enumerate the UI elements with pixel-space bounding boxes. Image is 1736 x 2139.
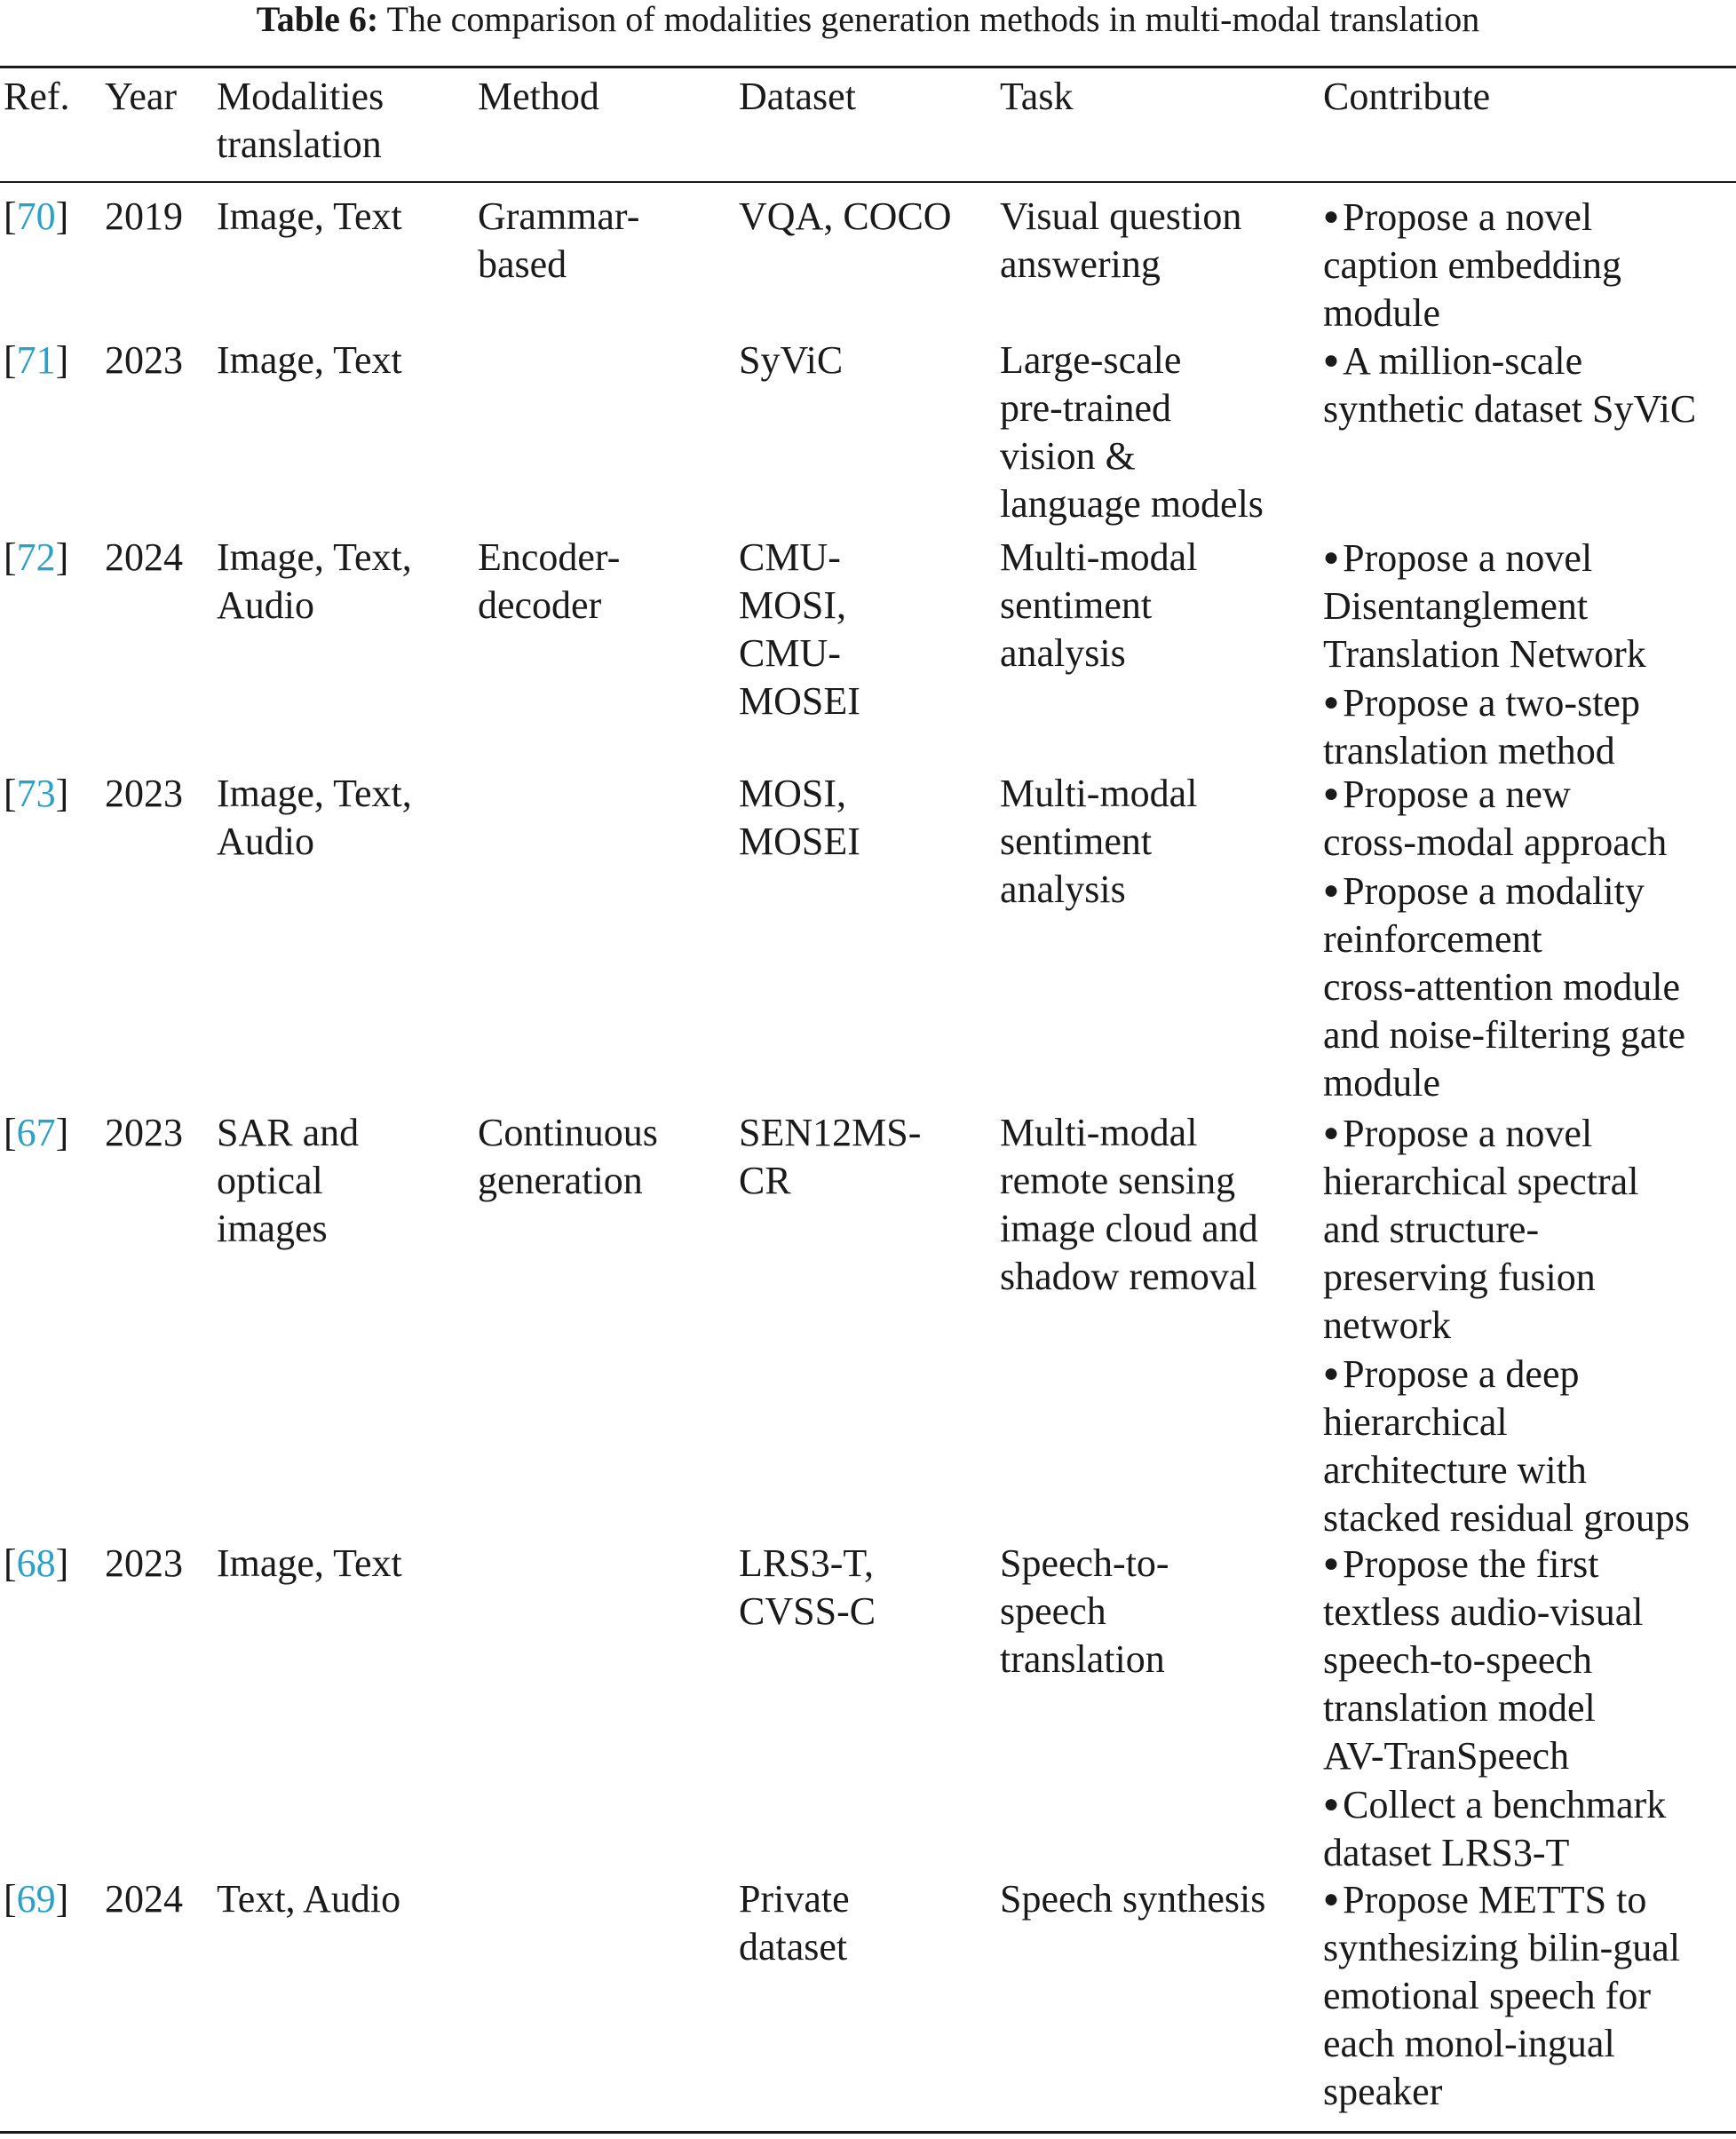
modalities-line: Image, Text,: [217, 772, 412, 815]
task-line: analysis: [1000, 867, 1126, 911]
dataset-line: VQA, COCO: [739, 194, 952, 238]
caption-text: The comparison of modalities generation methods in multi-modal translation: [386, 0, 1480, 39]
contribution-line: [1323, 1206, 1736, 1254]
contribution-text: Propose a two-step: [1343, 681, 1640, 725]
contribution-line: [1323, 1158, 1736, 1206]
contribution-text: cross-attention module: [1323, 965, 1681, 1009]
dataset-cell: [739, 770, 996, 866]
contribution-line: [1323, 1302, 1736, 1350]
contribution-text: and structure-: [1323, 1208, 1540, 1251]
contribution-text: cross-modal approach: [1323, 820, 1668, 864]
table-caption: [0, 0, 1736, 39]
modalities-cell: [217, 1875, 465, 1923]
contribution-line: [1323, 678, 1736, 727]
task-line: Large-scale: [1000, 338, 1182, 382]
modalities-line: optical: [217, 1159, 323, 1202]
contribute-cell: [1323, 337, 1736, 433]
contribution-line: [1323, 1829, 1736, 1877]
task-cell: [1000, 1109, 1302, 1301]
year-cell: 2023: [105, 1541, 183, 1585]
bullet-icon: ●: [1323, 1549, 1340, 1578]
bullet-icon: ●: [1323, 1884, 1340, 1913]
contribution-line: [1323, 1972, 1736, 2020]
contribution-text: Propose a novel: [1343, 195, 1593, 239]
header-modalities-line: translation: [217, 123, 382, 166]
task-line: language models: [1000, 482, 1264, 526]
modalities-cell: [217, 770, 465, 866]
contribution-text: Disentanglement: [1323, 584, 1589, 628]
contribution-text: network: [1323, 1303, 1452, 1347]
contribution-item: [1323, 534, 1736, 678]
year-cell: 2024: [105, 535, 183, 579]
contribution-line: [1323, 1254, 1736, 1302]
modalities-line: images: [217, 1207, 328, 1250]
contribution-line: [1323, 1011, 1736, 1059]
dataset-cell: [739, 1540, 996, 1636]
ref-cell: [72]: [4, 535, 69, 579]
dataset-cell: [739, 337, 996, 384]
dataset-cell: [739, 1109, 996, 1205]
ref-cell: [73]: [4, 772, 69, 815]
contribution-text: translation method: [1323, 729, 1615, 772]
bullet-icon: ●: [1323, 875, 1340, 905]
bullet-icon: ●: [1323, 1789, 1340, 1818]
contribution-line: [1323, 1398, 1736, 1446]
ref-link[interactable]: 71: [16, 338, 56, 382]
task-cell: [1000, 534, 1302, 677]
modalities-line: Image, Text: [217, 194, 402, 238]
contribution-text: synthetic dataset SyViC: [1323, 387, 1697, 431]
contribution-line: [1323, 867, 1736, 915]
contribution-line: [1323, 915, 1736, 963]
contribution-text: module: [1323, 1061, 1440, 1105]
contribution-line: [1323, 242, 1736, 289]
contribution-text: Propose a deep: [1343, 1352, 1580, 1396]
ref-cell: [71]: [4, 338, 69, 382]
modalities-line: Image, Text,: [217, 535, 412, 579]
contribution-text: dataset LRS3-T: [1323, 1831, 1570, 1874]
contribution-line: [1323, 1059, 1736, 1107]
contribution-text: preserving fusion: [1323, 1256, 1596, 1299]
contribution-item: [1323, 1350, 1736, 1542]
contribution-text: stacked residual groups: [1323, 1496, 1690, 1540]
contribution-text: architecture with: [1323, 1448, 1587, 1492]
ref-link[interactable]: 72: [16, 535, 56, 579]
contribution-text: reinforcement: [1323, 917, 1542, 961]
contribution-text: Propose the first: [1343, 1542, 1599, 1586]
contribution-line: [1323, 1494, 1736, 1542]
task-line: Speech-to-: [1000, 1541, 1169, 1585]
contribution-line: [1323, 1875, 1736, 1924]
contribution-text: translation model: [1323, 1686, 1596, 1730]
year-cell: 2019: [105, 194, 183, 238]
contribution-text: A million-scale: [1343, 339, 1583, 383]
task-cell: [1000, 770, 1302, 914]
ref-cell: [70]: [4, 194, 69, 238]
modalities-line: Image, Text: [217, 1541, 402, 1585]
year-cell: 2024: [105, 1877, 183, 1921]
header-contribute: Contribute: [1323, 75, 1491, 118]
method-line: Grammar-: [478, 194, 640, 238]
task-line: Speech synthesis: [1000, 1877, 1266, 1921]
contribution-text: AV-TranSpeech: [1323, 1734, 1570, 1778]
dataset-line: LRS3-T,: [739, 1541, 874, 1585]
method-line: Encoder-: [478, 535, 621, 579]
task-cell: [1000, 1540, 1302, 1683]
contribution-line: [1323, 385, 1736, 433]
dataset-line: MOSI,: [739, 583, 847, 627]
dataset-cell: [739, 534, 996, 725]
task-cell: [1000, 193, 1302, 289]
contribution-text: Translation Network: [1323, 632, 1646, 676]
dataset-line: CR: [739, 1159, 791, 1202]
modalities-line: Audio: [217, 583, 314, 627]
contribution-line: [1323, 1540, 1736, 1588]
dataset-line: CMU-: [739, 535, 841, 579]
task-line: vision &: [1000, 434, 1136, 478]
contribution-line: [1323, 630, 1736, 678]
top-rule: [0, 66, 1736, 68]
modalities-line: SAR and: [217, 1111, 360, 1154]
ref-cell: [69]: [4, 1877, 69, 1921]
ref-cell: [67]: [4, 1111, 69, 1154]
contribution-text: Collect a benchmark: [1343, 1783, 1667, 1826]
contribution-text: Propose a new: [1343, 772, 1571, 816]
contribution-line: [1323, 289, 1736, 337]
contribute-cell: [1323, 534, 1736, 775]
contribution-item: [1323, 1540, 1736, 1780]
modalities-line: Image, Text: [217, 338, 402, 382]
method-line: decoder: [478, 583, 602, 627]
contribution-text: Propose a modality: [1343, 869, 1645, 913]
contribution-line: [1323, 1446, 1736, 1494]
ref-link[interactable]: 69: [16, 1877, 56, 1921]
contribution-text: hierarchical: [1323, 1400, 1508, 1444]
bullet-icon: ●: [1323, 543, 1340, 572]
contribute-cell: [1323, 193, 1736, 337]
method-cell: [478, 534, 717, 630]
task-line: analysis: [1000, 631, 1126, 675]
contribution-line: [1323, 2020, 1736, 2068]
contribution-line: [1323, 1109, 1736, 1158]
dataset-cell: [739, 193, 996, 241]
bottom-rule: [0, 2131, 1736, 2134]
dataset-line: dataset: [739, 1925, 848, 1969]
contribution-item: [1323, 770, 1736, 867]
modalities-cell: [217, 534, 465, 630]
bullet-icon: ●: [1323, 345, 1340, 375]
contribution-text: and noise-filtering gate: [1323, 1013, 1686, 1057]
header-modalities: [217, 73, 465, 169]
contribution-text: speech-to-speech: [1323, 1638, 1592, 1682]
dataset-line: SyViC: [739, 338, 844, 382]
method-line: Continuous: [478, 1111, 658, 1154]
task-line: pre-trained: [1000, 386, 1171, 430]
header-ref: Ref.: [4, 75, 70, 118]
contribution-text: caption embedding: [1323, 243, 1622, 287]
modalities-cell: [217, 1109, 465, 1253]
bullet-icon: ●: [1323, 687, 1340, 717]
contribution-text: each monol-ingual: [1323, 2022, 1615, 2065]
contribution-line: [1323, 1588, 1736, 1636]
ref-link[interactable]: 68: [16, 1541, 56, 1585]
header-year: Year: [105, 75, 178, 118]
dataset-line: SEN12MS-: [739, 1111, 922, 1154]
dataset-line: MOSI,: [739, 772, 847, 815]
contribute-cell: [1323, 1540, 1736, 1877]
contribution-text: speaker: [1323, 2070, 1443, 2113]
year-cell: 2023: [105, 338, 183, 382]
contribution-text: Propose METTS to: [1343, 1878, 1647, 1921]
contribution-item: [1323, 678, 1736, 775]
task-line: sentiment: [1000, 583, 1153, 627]
ref-link[interactable]: 67: [16, 1111, 56, 1154]
contribution-text: textless audio-visual: [1323, 1590, 1644, 1634]
dataset-line: MOSEI: [739, 679, 860, 723]
contribution-line: [1323, 1732, 1736, 1780]
contribution-item: [1323, 1780, 1736, 1877]
bullet-icon: ●: [1323, 1118, 1340, 1147]
modalities-line: Text, Audio: [217, 1877, 401, 1921]
contribution-line: [1323, 963, 1736, 1011]
task-line: shadow removal: [1000, 1255, 1257, 1298]
bullet-icon: ●: [1323, 1359, 1340, 1388]
dataset-line: CMU-: [739, 631, 841, 675]
contribution-item: [1323, 867, 1736, 1107]
caption-label: Table 6:: [256, 0, 379, 39]
header-dataset: Dataset: [739, 75, 856, 118]
ref-link[interactable]: 70: [16, 194, 56, 238]
contribution-text: Propose a novel: [1343, 1112, 1593, 1155]
contribute-cell: [1323, 770, 1736, 1107]
year-cell: 2023: [105, 1111, 183, 1154]
contribution-line: [1323, 534, 1736, 582]
task-line: Multi-modal: [1000, 535, 1198, 579]
ref-cell: [68]: [4, 1541, 69, 1585]
task-line: Visual question: [1000, 194, 1242, 238]
contribution-line: [1323, 770, 1736, 819]
contribution-line: [1323, 1924, 1736, 1972]
year-cell: 2023: [105, 772, 183, 815]
method-cell: [478, 1109, 717, 1205]
task-cell: [1000, 1875, 1302, 1923]
dataset-line: MOSEI: [739, 820, 860, 863]
contribution-item: [1323, 337, 1736, 433]
dataset-line: CVSS-C: [739, 1589, 876, 1633]
bullet-icon: ●: [1323, 779, 1340, 808]
task-line: translation: [1000, 1637, 1165, 1681]
contribution-line: [1323, 582, 1736, 630]
contribution-line: [1323, 1350, 1736, 1398]
modalities-line: Audio: [217, 820, 314, 863]
contribute-cell: [1323, 1875, 1736, 2116]
contribution-text: synthesizing bilin-gual: [1323, 1926, 1681, 1969]
contribution-item: [1323, 1109, 1736, 1350]
contribution-line: [1323, 1780, 1736, 1829]
task-line: speech: [1000, 1589, 1106, 1633]
contribution-text: Propose a novel: [1343, 536, 1593, 580]
task-line: answering: [1000, 242, 1161, 286]
task-cell: [1000, 337, 1302, 528]
header-task: Task: [1000, 75, 1074, 118]
task-line: Multi-modal: [1000, 1111, 1198, 1154]
contribute-cell: [1323, 1109, 1736, 1542]
method-line: based: [478, 242, 567, 286]
ref-link[interactable]: 73: [16, 772, 56, 815]
dataset-cell: [739, 1875, 996, 1971]
header-modalities-line: Modalities: [217, 75, 384, 118]
header-rule: [0, 181, 1736, 183]
dataset-line: Private: [739, 1877, 850, 1921]
contribution-line: [1323, 2068, 1736, 2116]
modalities-cell: [217, 1540, 465, 1588]
contribution-line: [1323, 193, 1736, 242]
contribution-item: [1323, 1875, 1736, 2116]
contribution-line: [1323, 337, 1736, 385]
contribution-line: [1323, 727, 1736, 775]
method-line: generation: [478, 1159, 643, 1202]
contribution-line: [1323, 819, 1736, 867]
header-method: Method: [478, 75, 599, 118]
contribution-text: hierarchical spectral: [1323, 1160, 1639, 1203]
bullet-icon: ●: [1323, 202, 1340, 231]
modalities-cell: [217, 193, 465, 241]
contribution-text: module: [1323, 291, 1440, 335]
contribution-text: emotional speech for: [1323, 1974, 1651, 2017]
task-line: image cloud and: [1000, 1207, 1258, 1250]
task-line: sentiment: [1000, 820, 1153, 863]
contribution-line: [1323, 1636, 1736, 1684]
contribution-line: [1323, 1684, 1736, 1732]
method-cell: [478, 193, 717, 289]
task-line: Multi-modal: [1000, 772, 1198, 815]
contribution-item: [1323, 193, 1736, 337]
modalities-cell: [217, 337, 465, 384]
task-line: remote sensing: [1000, 1159, 1236, 1202]
